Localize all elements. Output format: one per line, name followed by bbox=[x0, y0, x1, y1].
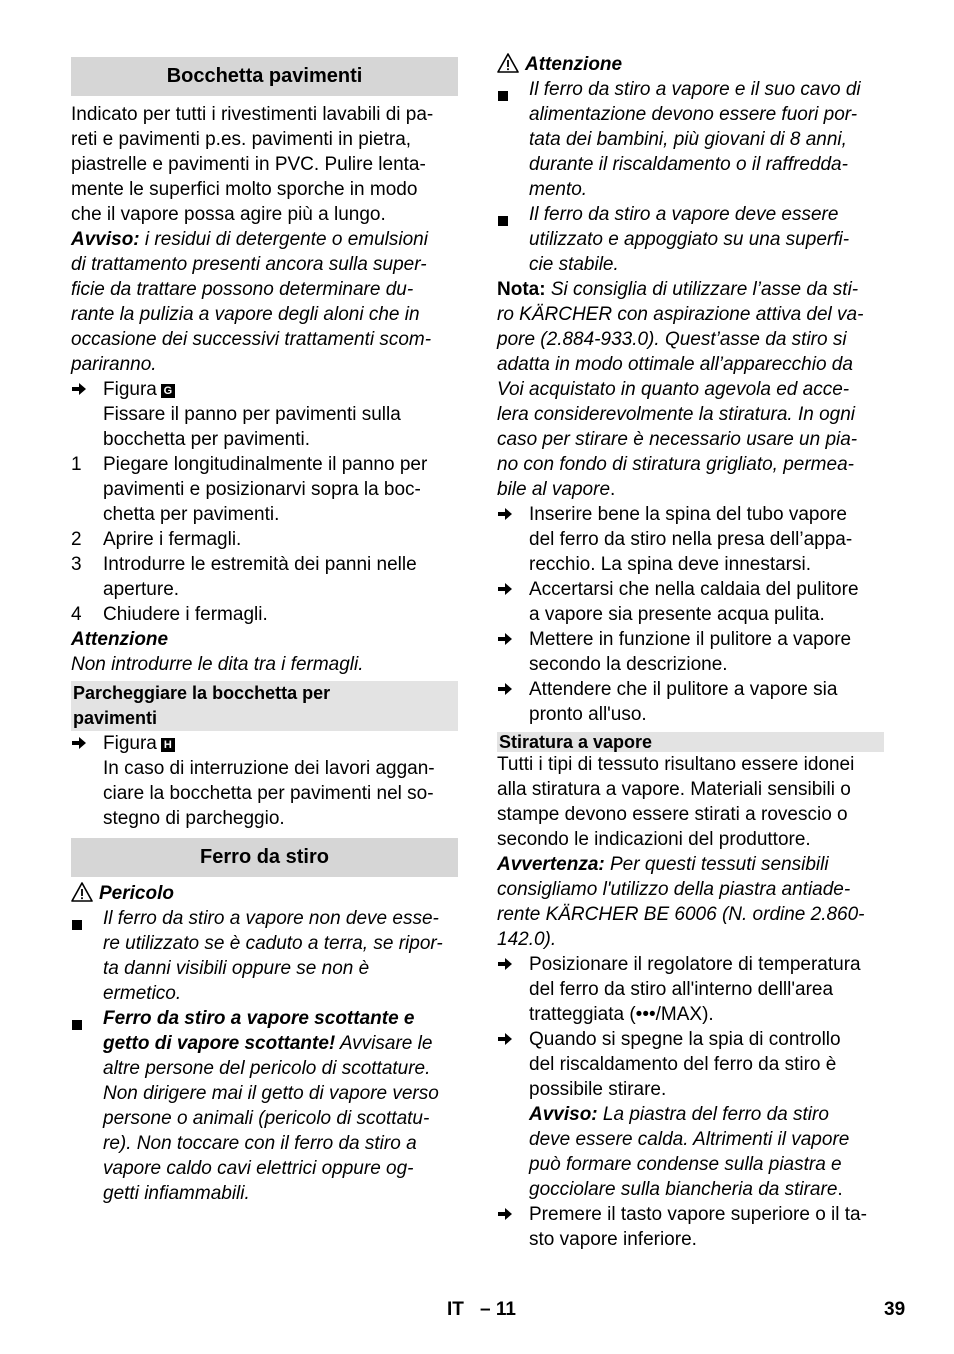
attenzione-label: Attenzione bbox=[71, 629, 169, 650]
figure-h-instruction bbox=[71, 731, 458, 831]
text-line: alimentazione devono essere fuori por- bbox=[529, 104, 858, 125]
text-line: Aprire i fermagli. bbox=[103, 529, 242, 550]
step-number: 3 bbox=[71, 554, 82, 575]
text-line: del ferro da stiro all'interno delll'area bbox=[529, 979, 834, 1000]
text-line: getti infiammabili. bbox=[103, 1183, 250, 1204]
step-4 bbox=[71, 602, 458, 627]
subsection-title-stiratura: Stiratura a vapore bbox=[497, 732, 884, 752]
arrow-right-icon bbox=[497, 502, 513, 527]
text-line: stampe devono essere stirati a rovescio o bbox=[497, 804, 848, 825]
figure-label: Figura bbox=[103, 379, 157, 400]
text-line: alla stiratura a vapore. Materiali sensibili o bbox=[497, 779, 851, 800]
text-line: mento. bbox=[529, 179, 588, 200]
arrow-right-icon bbox=[497, 1202, 513, 1227]
nota-label: Nota: bbox=[497, 279, 546, 300]
text-line: re utilizzato se è caduto a terra, se ripor- bbox=[103, 933, 443, 954]
arrow-item-temperature bbox=[497, 952, 884, 1027]
pericolo-heading bbox=[71, 881, 458, 906]
text-line: re). Non toccare con il ferro da stiro a bbox=[103, 1133, 417, 1154]
text-line: lera considerevolmente la stiratura. In ogni bbox=[497, 404, 856, 425]
arrow-right-icon bbox=[497, 677, 513, 702]
arrow-item-2 bbox=[497, 577, 884, 627]
footer-local-page: – 11 bbox=[480, 1299, 516, 1320]
text-line: gocciolare sulla biancheria da stirare bbox=[529, 1179, 838, 1200]
text-line: aperture. bbox=[103, 579, 180, 600]
text-line: pronto all'uso. bbox=[529, 704, 647, 725]
text-line: vapore caldo cavi elettrici oppure og- bbox=[103, 1158, 414, 1179]
step-1 bbox=[71, 452, 458, 527]
square-bullet-icon bbox=[71, 906, 81, 931]
text-line: adatta in modo ottimale all’apparecchio da bbox=[497, 354, 853, 375]
text-line: Si consiglia di utilizzare l’asse da sti- bbox=[545, 279, 859, 300]
text-line: occasione dei successivi trattamenti scom- bbox=[71, 329, 432, 350]
text-line: Ferro da stiro a vapore scottante e bbox=[103, 1008, 415, 1029]
text-line: Posizionare il regolatore di temperatura bbox=[529, 954, 861, 975]
attenzione-heading bbox=[497, 52, 884, 77]
step-number: 1 bbox=[71, 454, 82, 475]
text-line: rente KÄRCHER BE 6006 (N. ordine 2.860- bbox=[497, 904, 865, 925]
warning-icon bbox=[71, 882, 93, 902]
stiratura-paragraph bbox=[497, 752, 884, 852]
text-line: Indicato per tutti i rivestimenti lavabili di pa- bbox=[71, 104, 434, 125]
text-line: piastrelle e pavimenti in PVC. Pulire lenta- bbox=[71, 154, 426, 175]
arrow-item-1 bbox=[497, 502, 884, 577]
avvertenza-note bbox=[497, 852, 884, 952]
text-line: Avvisare le bbox=[335, 1033, 433, 1054]
text-line: a vapore sia presente acqua pulita. bbox=[529, 604, 825, 625]
avvertenza-label: Avvertenza: bbox=[497, 854, 605, 875]
attenzione-text: Non introdurre le dita tra i fermagli. bbox=[71, 654, 364, 675]
text-line: ciare la bocchetta per pavimenti nel so- bbox=[103, 783, 434, 804]
text-line: . bbox=[610, 479, 616, 500]
avviso-note bbox=[71, 227, 458, 377]
text-line: Voi acquistato in quanto agevola ed acce- bbox=[497, 379, 850, 400]
text-line: La piastra del ferro da stiro bbox=[597, 1104, 829, 1125]
attenzione-label: Attenzione bbox=[525, 54, 623, 75]
text-line: Il ferro da stiro a vapore deve essere bbox=[529, 204, 839, 225]
square-bullet-icon bbox=[71, 1006, 81, 1031]
text-line: getto di vapore scottante! bbox=[103, 1033, 336, 1054]
text-line: Introdurre le estremità dei panni nelle bbox=[103, 554, 417, 575]
nota-note bbox=[497, 277, 884, 502]
subsection-title-parcheggiare bbox=[71, 681, 458, 731]
text-line: bocchetta per pavimenti. bbox=[103, 429, 311, 450]
attenzione-item-2 bbox=[497, 202, 884, 277]
text-line: Attendere che il pulitore a vapore sia bbox=[529, 679, 838, 700]
arrow-right-icon bbox=[71, 377, 87, 402]
step-number: 4 bbox=[71, 604, 82, 625]
figure-g-badge: G bbox=[161, 384, 175, 398]
text-line: pariranno. bbox=[71, 354, 157, 375]
text-line: ficie da trattare possono determinare du- bbox=[71, 279, 414, 300]
square-bullet-icon bbox=[497, 202, 507, 227]
avviso-label: Avviso: bbox=[71, 229, 140, 250]
text-line: secondo le indicazioni del produttore. bbox=[497, 829, 811, 850]
text-line: Chiudere i fermagli. bbox=[103, 604, 268, 625]
text-line: reti e pavimenti p.es. pavimenti in pietra, bbox=[71, 129, 412, 150]
figure-g-instruction bbox=[71, 377, 458, 452]
step-number: 2 bbox=[71, 529, 82, 550]
arrow-item-4 bbox=[497, 677, 884, 727]
text-line: no con fondo di stiratura grigliato, permea- bbox=[497, 454, 854, 475]
pericolo-label: Pericolo bbox=[99, 883, 174, 904]
text-line: secondo la descrizione. bbox=[529, 654, 728, 675]
text-line: caso per stirare è necessario usare un pia- bbox=[497, 429, 858, 450]
attenzione-item-1 bbox=[497, 77, 884, 202]
text-line: Accertarsi che nella caldaia del pulitore bbox=[529, 579, 859, 600]
text-line: sto vapore inferiore. bbox=[529, 1229, 697, 1250]
avviso-label: Avviso: bbox=[529, 1104, 598, 1125]
text-line: Per questi tessuti sensibili bbox=[604, 854, 829, 875]
text-line: In caso di interruzione dei lavori aggan- bbox=[103, 758, 435, 779]
text-line: i residui di detergente o emulsioni bbox=[139, 229, 428, 250]
arrow-item-spia bbox=[497, 1027, 884, 1202]
text-line: pavimenti e posizionarvi sopra la boc- bbox=[103, 479, 421, 500]
section-title-ferro: Ferro da stiro bbox=[71, 838, 458, 877]
step-3 bbox=[71, 552, 458, 602]
footer-page-number: 39 bbox=[884, 1299, 906, 1320]
text-line: ro KÄRCHER con aspirazione attiva del va- bbox=[497, 304, 864, 325]
arrow-right-icon bbox=[497, 627, 513, 652]
text-line: . bbox=[837, 1179, 843, 1200]
text-line: cie stabile. bbox=[529, 254, 619, 275]
arrow-item-last bbox=[497, 1202, 884, 1252]
text-line: Piegare longitudinalmente il panno per bbox=[103, 454, 428, 475]
text-line: Non dirigere mai il getto di vapore verso bbox=[103, 1083, 439, 1104]
square-bullet-icon bbox=[497, 77, 507, 102]
intro-paragraph bbox=[71, 102, 458, 227]
text-line: Mettere in funzione il pulitore a vapore bbox=[529, 629, 852, 650]
text-line: Il ferro da stiro a vapore e il suo cavo di bbox=[529, 79, 861, 100]
avviso-note-2 bbox=[529, 1102, 884, 1202]
footer-language: IT bbox=[447, 1299, 464, 1320]
text-line: può formare condense sulla piastra e bbox=[529, 1154, 842, 1175]
arrow-right-icon bbox=[71, 731, 87, 756]
text-line: utilizzato e appoggiato su una superfi- bbox=[529, 229, 850, 250]
right-column bbox=[497, 52, 884, 1252]
pericolo-item-1 bbox=[71, 906, 458, 1006]
text-line: Quando si spegne la spia di controllo bbox=[529, 1029, 841, 1050]
text-line: persone o animali (pericolo di scottatu- bbox=[103, 1108, 430, 1129]
text-line: 142.0). bbox=[497, 929, 557, 950]
section-title-bocchetta: Bocchetta pavimenti bbox=[71, 57, 458, 96]
text-line: altre persone del pericolo di scottature. bbox=[103, 1058, 431, 1079]
figure-label: Figura bbox=[103, 733, 157, 754]
text-line: recchio. La spina deve innestarsi. bbox=[529, 554, 811, 575]
text-line: stegno di parcheggio. bbox=[103, 808, 285, 829]
text-line: Il ferro da stiro a vapore non deve esse- bbox=[103, 908, 439, 929]
left-column bbox=[71, 52, 458, 1206]
text-line: deve essere calda. Altrimenti il vapore bbox=[529, 1129, 850, 1150]
text-line: del riscaldamento del ferro da stiro è bbox=[529, 1054, 837, 1075]
text-line: pore (2.884-933.0). Quest’asse da stiro si bbox=[497, 329, 847, 350]
text-line: possibile stirare. bbox=[529, 1079, 667, 1100]
text-line: Tutti i tipi di tessuto risultano essere idonei bbox=[497, 754, 855, 775]
text-line: tratteggiata (•••/MAX). bbox=[529, 1004, 714, 1025]
text-line: del ferro da stiro nella presa dell’appa- bbox=[529, 529, 853, 550]
text-line: ta danni visibili oppure se non è bbox=[103, 958, 370, 979]
text-line: Fissare il panno per pavimenti sulla bbox=[103, 404, 401, 425]
text-line: rante la pulizia a vapore degli aloni che in bbox=[71, 304, 420, 325]
text-line: che il vapore possa agire più a lungo. bbox=[71, 204, 386, 225]
text-line: mente le superfici molto sporche in modo bbox=[71, 179, 418, 200]
arrow-item-3 bbox=[497, 627, 884, 677]
text-line: Inserire bene la spina del tubo vapore bbox=[529, 504, 847, 525]
text-line: Premere il tasto vapore superiore o il ta- bbox=[529, 1204, 867, 1225]
text-line: di trattamento presenti ancora sulla super- bbox=[71, 254, 427, 275]
text-line: pavimenti bbox=[73, 708, 158, 728]
text-line: ermetico. bbox=[103, 983, 182, 1004]
text-line: Parcheggiare la bocchetta per bbox=[73, 683, 331, 703]
pericolo-item-2 bbox=[71, 1006, 458, 1206]
step-2 bbox=[71, 527, 458, 552]
text-line: consigliamo l'utilizzo della piastra antiade- bbox=[497, 879, 851, 900]
text-line: durante il riscaldamento o il raffredda- bbox=[529, 154, 848, 175]
arrow-right-icon bbox=[497, 952, 513, 977]
text-line: tata dei bambini, più giovani di 8 anni, bbox=[529, 129, 847, 150]
arrow-right-icon bbox=[497, 1027, 513, 1052]
figure-h-badge: H bbox=[161, 738, 175, 752]
text-line: chetta per pavimenti. bbox=[103, 504, 280, 525]
warning-icon bbox=[497, 53, 519, 73]
text-line: bile al vapore bbox=[497, 479, 611, 500]
arrow-right-icon bbox=[497, 577, 513, 602]
